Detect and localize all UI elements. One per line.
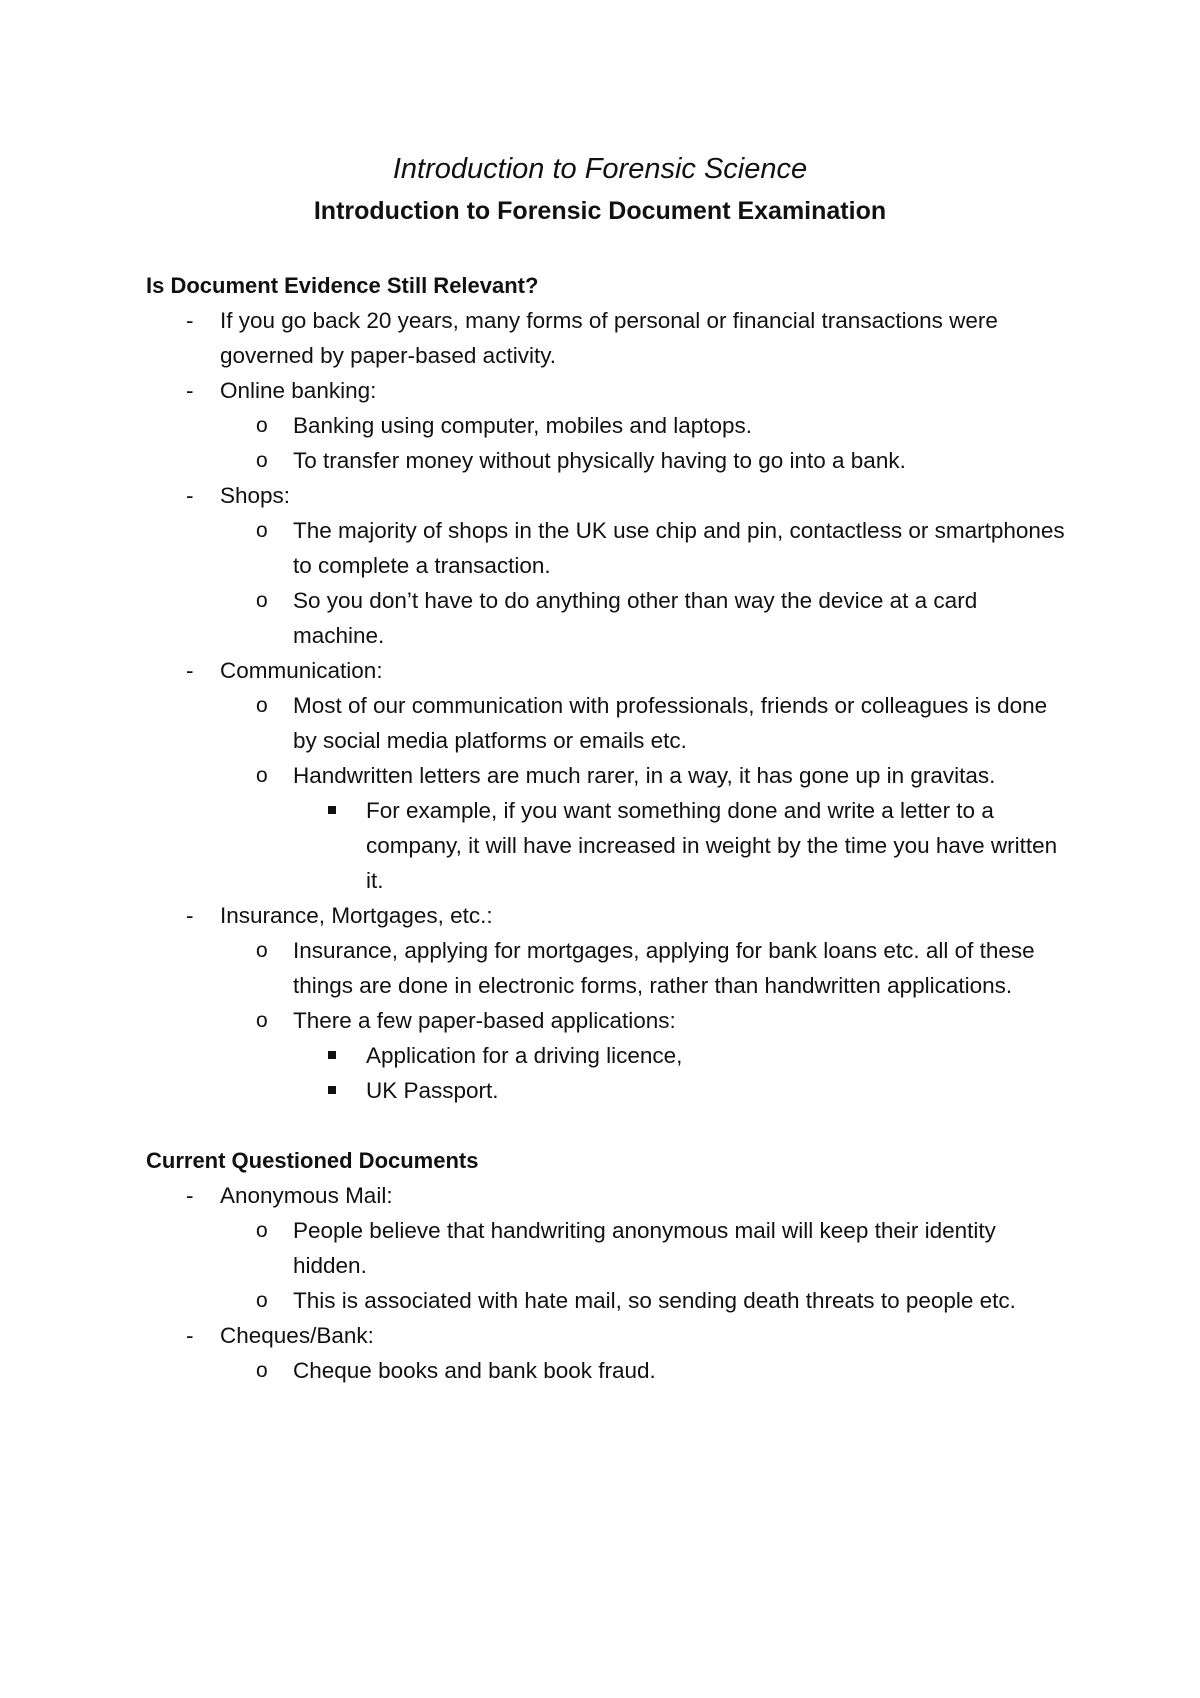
section-heading: Is Document Evidence Still Relevant? bbox=[146, 273, 539, 298]
list-item bbox=[146, 793, 1066, 898]
dash-bullet-icon: - bbox=[186, 378, 194, 403]
list-item-text: So you don’t have to do anything other than way the device at a card machine. bbox=[293, 588, 978, 648]
dash-bullet-icon: - bbox=[186, 658, 194, 683]
list-item bbox=[146, 478, 1066, 513]
circle-bullet-icon: o bbox=[256, 1009, 268, 1032]
list-item bbox=[146, 1003, 1066, 1038]
list-item-text: To transfer money without physically having to go into a bank. bbox=[293, 448, 906, 473]
list-item bbox=[146, 1283, 1066, 1318]
list-item-text: Handwritten letters are much rarer, in a way, it has gone up in gravitas. bbox=[293, 763, 996, 788]
circle-bullet-icon: o bbox=[256, 1359, 268, 1382]
circle-bullet-icon: o bbox=[256, 449, 268, 472]
list-item bbox=[146, 583, 1066, 653]
list-item-text: Cheque books and bank book fraud. bbox=[293, 1358, 656, 1383]
dash-bullet-icon: - bbox=[186, 1323, 194, 1348]
list-item bbox=[146, 373, 1066, 408]
dash-bullet-icon: - bbox=[186, 308, 194, 333]
circle-bullet-icon: o bbox=[256, 694, 268, 717]
list-item bbox=[146, 513, 1066, 583]
list-item-text: Cheques/Bank: bbox=[220, 1323, 374, 1348]
list-item-text: Most of our communication with professionals, friends or colleagues is done by social media platforms or emails etc. bbox=[293, 693, 1048, 753]
circle-bullet-icon: o bbox=[256, 1219, 268, 1242]
square-bullet-icon bbox=[328, 1051, 336, 1059]
list-item-text: Banking using computer, mobiles and laptops. bbox=[293, 413, 753, 438]
list-item bbox=[146, 653, 1066, 688]
document-title: Introduction to Forensic Science bbox=[392, 153, 808, 185]
list-item bbox=[146, 898, 1066, 933]
list-item-text: Online banking: bbox=[220, 378, 377, 403]
square-bullet-icon bbox=[328, 806, 336, 814]
list-item bbox=[146, 1318, 1066, 1353]
list-item bbox=[146, 1353, 1066, 1388]
list-item bbox=[146, 1213, 1066, 1283]
list-item bbox=[146, 758, 1066, 793]
dash-bullet-icon: - bbox=[186, 903, 194, 928]
list-item bbox=[146, 688, 1066, 758]
list-item-text: If you go back 20 years, many forms of personal or financial transactions were governed by paper-based activity. bbox=[220, 308, 998, 368]
square-bullet-icon bbox=[328, 1086, 336, 1094]
list-item-text: People believe that handwriting anonymous mail will keep their identity hidden. bbox=[293, 1218, 996, 1278]
list-item-text: UK Passport. bbox=[366, 1078, 499, 1103]
list-item bbox=[146, 1178, 1066, 1213]
list-item bbox=[146, 443, 1066, 478]
list-item-text: Insurance, applying for mortgages, applying for bank loans etc. all of these things are done in electronic forms, rather than handwritten applications. bbox=[293, 938, 1035, 998]
list-item-text: This is associated with hate mail, so sending death threats to people etc. bbox=[293, 1288, 1016, 1313]
list-item-text: Anonymous Mail: bbox=[220, 1183, 393, 1208]
list-item-text: Communication: bbox=[220, 658, 383, 683]
list-item bbox=[146, 933, 1066, 1003]
document-body bbox=[146, 268, 1066, 1388]
list-item-text: Shops: bbox=[220, 483, 291, 508]
section-heading: Current Questioned Documents bbox=[146, 1148, 479, 1173]
circle-bullet-icon: o bbox=[256, 1289, 268, 1312]
list-item bbox=[146, 408, 1066, 443]
dash-bullet-icon: - bbox=[186, 483, 194, 508]
document-subtitle: Introduction to Forensic Document Examination bbox=[313, 197, 887, 225]
circle-bullet-icon: o bbox=[256, 414, 268, 437]
list-item bbox=[146, 1073, 1066, 1108]
list-item bbox=[146, 1038, 1066, 1073]
dash-bullet-icon: - bbox=[186, 1183, 194, 1208]
list-item-text: For example, if you want something done and write a letter to a company, it will have increased in weight by the time you have written it. bbox=[366, 798, 1058, 893]
list-item-text: Insurance, Mortgages, etc.: bbox=[220, 903, 493, 928]
list-item-text: Application for a driving licence, bbox=[366, 1043, 683, 1068]
circle-bullet-icon: o bbox=[256, 589, 268, 612]
circle-bullet-icon: o bbox=[256, 939, 268, 962]
list-item bbox=[146, 303, 1066, 373]
list-item-text: There a few paper-based applications: bbox=[293, 1008, 676, 1033]
circle-bullet-icon: o bbox=[256, 764, 268, 787]
section-spacer bbox=[146, 1108, 1066, 1143]
list-item-text: The majority of shops in the UK use chip and pin, contactless or smartphones to complete a transaction. bbox=[293, 518, 1065, 578]
circle-bullet-icon: o bbox=[256, 519, 268, 542]
